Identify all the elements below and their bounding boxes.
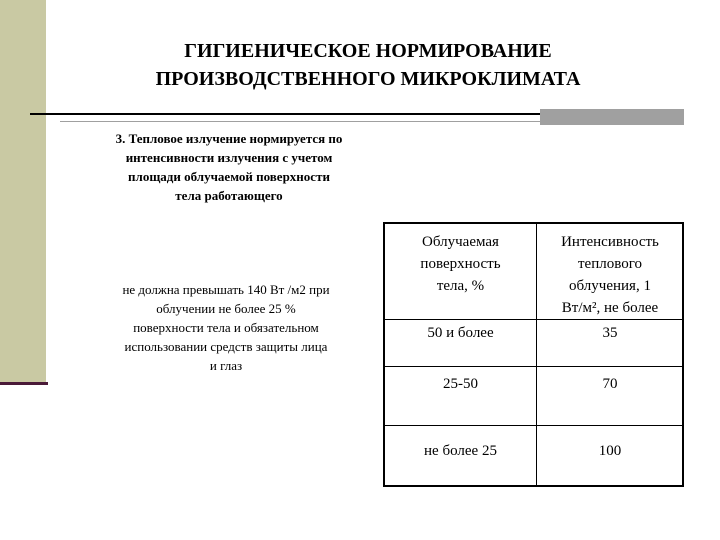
note-line: поверхности тела и обязательном xyxy=(133,320,319,335)
heading-line: тела работающего xyxy=(175,188,283,203)
heading-line: площади облучаемой поверхности xyxy=(128,169,330,184)
table-row-divider xyxy=(385,366,682,367)
table-cell-surface: не более 25 xyxy=(424,443,497,459)
heading-line: интенсивности излучения с учетом xyxy=(125,150,333,165)
table-cell-intensity: 35 xyxy=(602,325,618,341)
divider-accent-block xyxy=(540,109,684,125)
table-row-divider xyxy=(385,425,682,426)
header-line: облучения, 1 xyxy=(569,278,651,294)
table-cell-intensity: 70 xyxy=(602,376,618,392)
title-line-1: ГИГИЕНИЧЕСКОЕ НОРМИРОВАНИЕ xyxy=(184,40,552,62)
table-header-intensity xyxy=(537,231,683,319)
table-cell-surface: 50 и более xyxy=(427,325,494,341)
slide-title xyxy=(60,37,676,93)
table-cell-surface: 25-50 xyxy=(443,376,478,392)
note-line: использовании средств защиты лица xyxy=(124,339,328,354)
title-divider xyxy=(30,113,540,115)
table-header-surface xyxy=(386,231,535,297)
header-line: теплового xyxy=(578,256,642,272)
limit-note xyxy=(90,280,362,375)
side-accent-line xyxy=(0,382,48,385)
header-line: Вт/м², не более xyxy=(561,300,659,316)
title-line-2: ПРОИЗВОДСТВЕННОГО МИКРОКЛИМАТА xyxy=(155,68,581,90)
note-line: не должна превышать 140 Вт /м2 при xyxy=(122,282,330,297)
header-line: Интенсивность xyxy=(561,234,659,250)
header-line: тела, % xyxy=(436,278,485,294)
header-line: Облучаемая xyxy=(422,234,499,250)
heading-line: 3. Тепловое излучение нормируется по xyxy=(115,131,343,146)
table-cell-intensity: 100 xyxy=(598,443,622,459)
title-divider-thin xyxy=(60,121,540,122)
section-heading xyxy=(84,129,374,205)
header-line: поверхность xyxy=(420,256,501,272)
note-line: и глаз xyxy=(209,358,243,373)
side-accent-bar xyxy=(0,0,46,383)
table-row-divider xyxy=(385,319,682,320)
note-line: облучении не более 25 % xyxy=(156,301,296,316)
